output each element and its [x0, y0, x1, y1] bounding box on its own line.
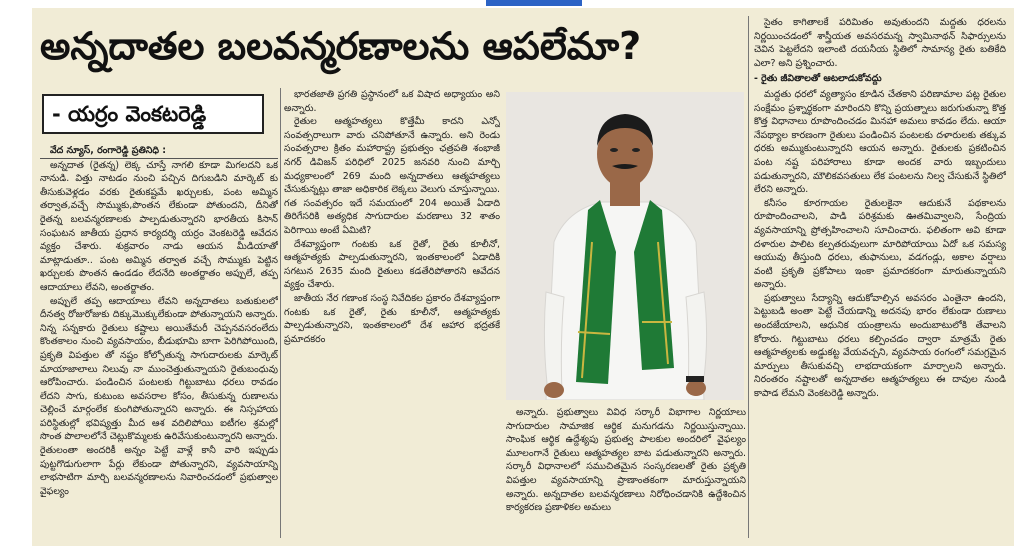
col4-paragraph: ప్రభుత్వాలు సేద్యాన్ని ఆదుకోవాల్సిన అవసరం ఎంతైనా ఉందని, పెట్టుబడి అంతా పెట్టే చేయడాన్ని అదనపు భారం లేకుండా రుణాలు అందజేయాలని, ఆధునిక యంత్రాలను అందుబాటులోకి తేవాలని కోరారు. గిట్టుబాటు ధరలు కల్పించడం ద్వారా మాత్రమే రైతు ఆత్మహత్యలకు అడ్డుకట్ట వేయవచ్చని, వ్యవసాయ రంగంలో సమగ్రమైన మార్పులు తీసుకువచ్చి లాభదాయకంగా మార్చాలని అన్నారు. నిరంతరం నష్టాలతో అన్నదాతల ఆత్మహత్యలు ఈ దావుల నుండి కాపాడ లేమని వెంకటరెడ్డి అన్నారు.	[754, 292, 1006, 400]
col4-paragraph: కనీసం కూరగాయల రైతులకైనా ఆదుకునే పథకాలను రూపొందించాలని, పాడి పరిశ్రమకు ఊతమివ్వాలని, సేంద్రియ వ్యవసాయాన్ని ప్రోత్సహించాలని సూచించారు. ఫలితంగా అవి కూడా దళారుల పాలిట కల్పతరువులుగా మారిపోయాయి ఏదో ఒక సమస్య ఆయువు తీస్తుంది ధరలు, తుఫానులు, వడగండ్లు, అకాల వర్షాలు వంటి ప్రకృతి ప్రకోపాలు ఇంకా ప్రమాదకరంగా మారుతున్నాయని అన్నారు.	[754, 197, 1006, 291]
portrait-illustration	[506, 92, 744, 400]
dateline: వేద న్యూస్, రంగారెడ్డి ప్రతినిధి :	[40, 144, 278, 159]
newspaper-clipping	[32, 8, 1014, 546]
col4-paragraph: సైతం కాగితాలకే పరిమితం అవుతుందని మద్దతు ధరలను నిర్ణయించడంలో శాస్త్రీయత అవసరమన్న స్వామినాథన్ సిఫార్సులను చెవిన పెట్టలేదని ఇలాంటి దయనీయ స్థితిలో సామాన్య రైతు బతికేది ఎలా? అని ప్రశ్నించారు.	[754, 17, 1006, 69]
col2-paragraph: భారతజాతి ప్రగతి ప్రస్థానంలో ఒక విషాద అధ్యాయం అని అన్నారు.	[284, 89, 500, 114]
col2-paragraph: జాతీయ నేర గణాంక సంస్థ నివేదికల ప్రకారం దేశవ్యాప్తంగా గంటకు ఒక రైతో, రైతు కూలీనో, ఆత్మహత్యకు పాల్పడుతున్నారని, ఇంతకాలంలో దేశ ఆహార భద్రతకే ప్రమాదకరం	[284, 292, 500, 345]
column-divider	[280, 88, 281, 538]
article-column-2	[284, 88, 500, 540]
col4-subhead: - రైతు జీవితాలతో ఆటలాడుకోవద్దు	[754, 73, 882, 85]
top-strip	[0, 0, 1028, 8]
headline: అన్నదాతల బలవన్మరణాలను ఆపలేమా?	[40, 24, 642, 68]
article-column-3	[506, 406, 746, 540]
col2-paragraph: రైతుల ఆత్మహత్యలు కొత్తేమీ కాదని ఎన్నో సంవత్సరాలుగా వారు చనిపోతూనే ఉన్నారు. అని రెండు సంవత్సరాల క్రితం మహారాష్ట్ర ప్రభుత్వం ఛత్రపతి శంభాజీ నగర్ డివిజన్ పరిధిలో 2025 జనవరి నుంచి మార్చి మధ్యకాలంలో 269 మంది అన్నదాతలు ఆత్మహత్యలు చేసుకున్నట్లు తాజా అధికారిక లెక్కలు వెలుగు చూస్తున్నాయి. గత సంవత్సరం ఇదే సమయంలో 204 అయితే ఏడాది తిరిగేసరికి అత్యధిక సాగుదారుల మరణాలు 32 శాతం పెరిగాయి అంటే ఏమిటి?	[284, 116, 500, 236]
article-column-4	[754, 16, 1006, 540]
col1-paragraph: అప్పులే తప్ప ఆదాయాలు లేవని అన్నదాతలు బతుకులలో దీనత్వ రోజురోజుకు దిక్కుమొక్కులేకుండా పోతున్నాయని అన్నారు. నిన్న సన్నకారు రైతులు కష్టాలు అయితేమరీ చెప్పనవసరంలేదు కొంతకాలం నుంచి వ్యవసాయం, బీడుభూమి బాగా పెరిగిపోయింది, ప్రకృతి విపత్తుల తో నష్టం కోల్పోతున్న సాగుదారులకు మార్కెట్ మాయాజాలాలు నిలువు నా ముంచెత్తుతున్నాయని రైతుబంధువు ఆరోపించారు. పండించిన పంటలకు గిట్టుబాటు ధరలు రావడం లేదని సాగు, కుటుంబ అవసరాల కోసం, తీసుకున్న రుణాలను చెల్లించే మార్గంలేక కుంగిపోతున్నారని అన్నారు. ఈ నిస్సహాయ పరిస్థితుల్లో భవిష్యత్తు మీద ఆశ వదిలిపోయి ఐటీగల శ్రమల్లో సొంత పొలాలలోనే చెట్లుకొమ్మలకు ఉరివేసుకుంటున్నారని అన్నారు. రైతులంతా అందరికీ అన్నం పెట్టే వాళ్లే కానీ వారి ఇప్పుడు పుట్టగొడుగులాగా పేర్లు లేకుండా పోతున్నారని, వ్యవసాయాన్ని లాభసాటిగా మార్చి బలవన్మరణాలను నివారించడంలో ప్రభుత్వాల వైఫల్యం	[40, 295, 278, 497]
top-blue-bar	[486, 0, 582, 6]
column-divider	[748, 16, 749, 538]
portrait-photo	[506, 92, 744, 400]
col4-paragraph: మద్దతు ధరలో వ్యత్యాసం కూడిన చేతకాని పరిణామాల పట్ల రైతుల సంక్షేమం ప్రశ్నార్థకంగా మారిందని కొన్ని ప్రయత్నాలు జరుగుతున్నా కొత్త కొత్త విధానాలు రూపొందించడం మినహా అమలు కావడం లేదు. ఆయా నేపథ్యాల కారణంగా రైతులు పండించిన పంటలకు దళారులకు తక్కువ ధరకు అమ్ముకుంటున్నారని ఆయన అన్నారు. రైతులకు ప్రకటించిన పంట నష్ట పరిహారాలు కూడా అందక వారు ఇబ్బందులు పడుతున్నారని, మౌలికవసతులు లేక పంటలను నిల్వ చేసుకునే స్థితిలో లేరని అన్నారు.	[754, 88, 1006, 196]
col2-paragraph: దేశవ్యాప్తంగా గంటకు ఒక రైతో, రైతు కూలీనో, ఆత్మహత్యకు పాల్పడుతున్నారని, ఇంతకాలంలో ఏడాదికి సగటున 2635 మంది రైతులు కడతేరిపోతారని ఆవేదన వ్యక్తం చేశారు.	[284, 238, 500, 291]
col3-paragraph: అన్నారు. ప్రభుత్వాలు వివిధ సర్కారీ విభాగాల నిర్ణయాలు సాగుదారుల సామాజిక ఆర్థిక మనుగడను నిర్ణయిస్తున్నాయి. సాంఘిక ఆర్థిక ఉద్దేశ్యపు ప్రభుత్వ పాలకుల అందరిలో వైఫల్యం మూలంగానే రైతులు ఆత్మహత్యల బాట పడుతున్నారని అన్నారు. సర్కారీ విధానాలలో సముచితమైన సంస్కరణలతో రైతు ప్రకృతి విపత్తుల వ్యవసాయాన్ని ప్రాణాంతకంగా మారుస్తున్నాయని అన్నారు. అన్నదాతల బలవన్మరణాలు నిరోధించడానికి ఉద్దేశించిన కార్యకరణ ప్రణాళికల అమలు	[506, 407, 746, 514]
col1-paragraph: అన్నదాత (రైతన్న) లెక్క చూస్తే నాగలి కూడా మిగలదని ఒక నానుడి. విత్తు నాటడం నుంచి పచ్చిన దిగుబడిని మార్కెట్ కు తీసుకువెళ్లడం వరకు రైతుకష్టమే ఖర్చులకు, పంట అమ్మిన తర్వాత,వచ్చే సొమ్ముకు,పొంతన లేకుండా పోతుందని, దీనితో రైతన్న బలవన్మరణాలకు పాల్పడుతున్నారని భారతీయ కిసాన్ సంఘటన జాతీయ ప్రధాన కార్యదర్శి యర్రం వెంకటరెడ్డి ఆవేదన వ్యక్తం చేశారు. శుక్రవారం నాడు ఆయన మీడియాతో మాట్లాడుతూ.. పంట అమ్మిన తర్వాత వచ్చే సొమ్ముకు పెట్టిన ఖర్చులకు పొంతన ఉండడం లేదనేది అంతర్జాతం అప్పులే, తప్ప ఆదాయాలు లేవని, అంతర్జాతం.	[40, 159, 278, 293]
article-column-1	[40, 144, 278, 540]
byline: - యర్రం వెంకటరెడ్డి	[42, 94, 264, 134]
